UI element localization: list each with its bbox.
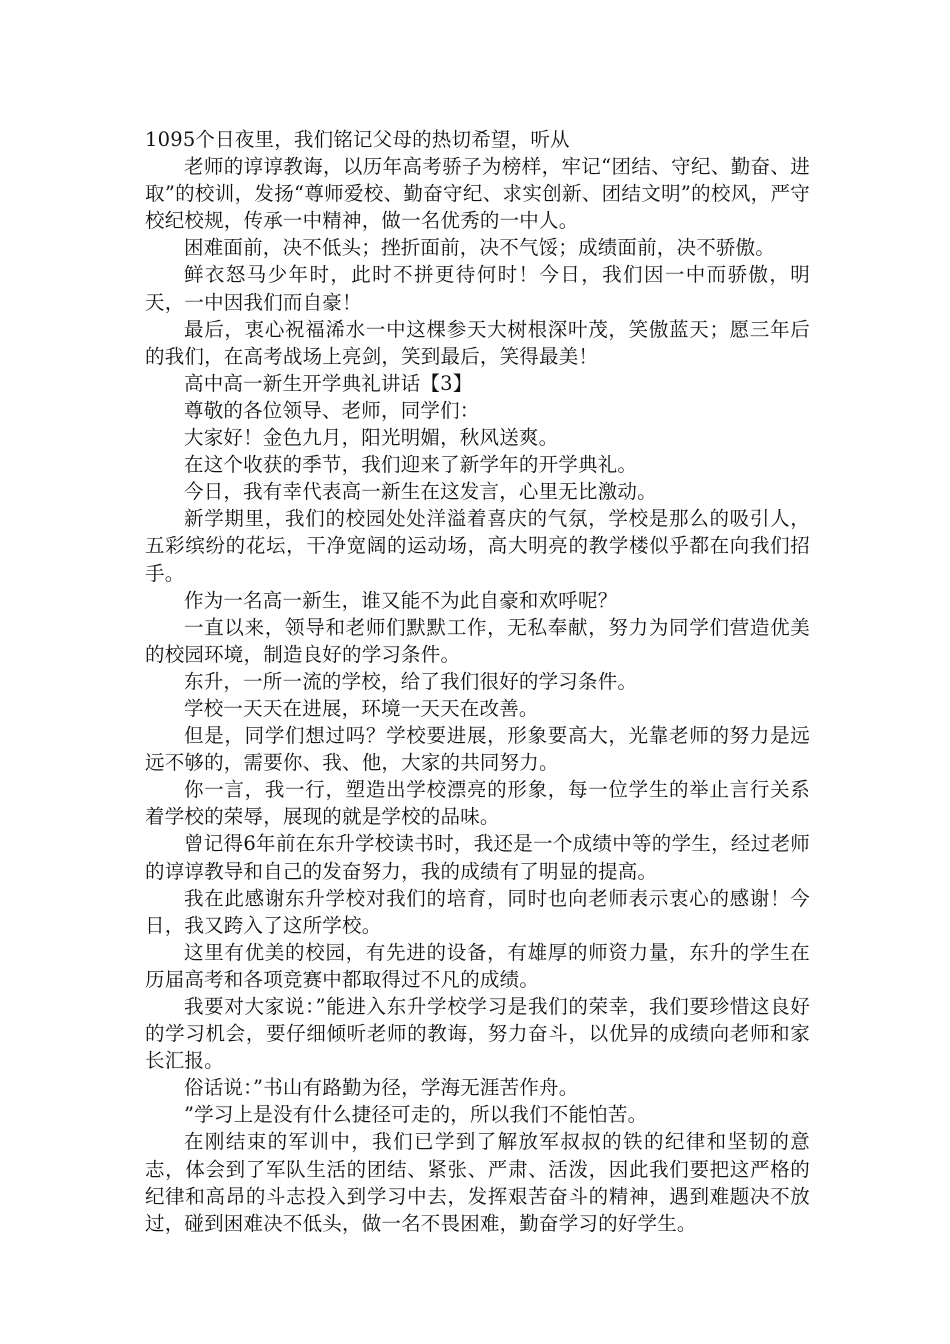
paragraph: 作为一名高一新生，谁又能不为此自豪和欢呼呢？ [184, 588, 618, 612]
paragraph: 1095个日夜里，我们铭记父母的热切希望，听从 [145, 128, 570, 151]
paragraph: 新学期里，我们的校园处处洋溢着喜庆的气氛，学校是那么的吸引人，五彩缤纷的花坛，干净宽阔的运动场，高大明亮的教学楼似乎都在向我们招手。 [145, 507, 810, 585]
paragraph: 在刚结束的军训中，我们已学到了解放军叔叔的铁的纪律和坚韧的意志，体会到了军队生活的团结、紧张、严肃、活泼，因此我们要把这严格的纪律和高昂的斗志投入到学习中去，发挥艰苦奋斗的精神，遇到难题决不放过，碰到困难决不低头，做一名不畏困难，勤奋学习的好学生。 [145, 1130, 810, 1235]
paragraph: 你一言，我一行，塑造出学校漂亮的形象，每一位学生的举止言行关系着学校的荣辱，展现的就是学校的品味。 [145, 778, 810, 829]
paragraph: 在这个收获的季节，我们迎来了新学年的开学典礼。 [184, 453, 638, 477]
paragraph: 我要对大家说：”能进入东升学校学习是我们的荣幸，我们要珍惜这良好的学习机会，要仔细倾听老师的教诲，努力奋斗，以优异的成绩向老师和家长汇报。 [145, 995, 810, 1073]
paragraph: 曾记得6年前在东升学校读书时，我还是一个成绩中等的学生，经过老师的谆谆教导和自己的发奋努力，我的成绩有了明显的提高。 [145, 832, 810, 883]
paragraph: 但是，同学们想过吗？学校要进展，形象要高大，光靠老师的努力是远远不够的，需要你、我、他，大家的共同努力。 [145, 724, 810, 775]
paragraph: 俗话说：”书山有路勤为径，学海无涯苦作舟。 [184, 1076, 579, 1100]
paragraph: 老师的谆谆教诲，以历年高考骄子为榜样，牢记“团结、守纪、勤奋、进取”的校训，发扬“尊师爱校、勤奋守纪、求实创新、团结文明”的校风，严守校纪校规，传承一中精神，做一名优秀的一中人。 [145, 155, 810, 233]
paragraph: 这里有优美的校园，有先进的设备，有雄厚的师资力量，东升的学生在历届高考和各项竞赛中都取得过不凡的成绩。 [145, 940, 810, 991]
paragraph: 困难面前，决不低头；挫折面前，决不气馁；成绩面前，决不骄傲。 [184, 236, 776, 260]
document-body [145, 126, 810, 1237]
section-heading: 高中高一新生开学典礼讲话【3】 [184, 371, 473, 395]
paragraph: 今日，我有幸代表高一新生在这发言，心里无比激动。 [184, 480, 657, 504]
salutation: 尊敬的各位领导、老师，同学们： [184, 398, 480, 422]
paragraph: 最后，衷心祝福浠水一中这棵参天大树根深叶茂，笑傲蓝天；愿三年后的我们，在高考战场上亮剑，笑到最后，笑得最美！ [145, 317, 810, 368]
paragraph: 学校一天天在进展，环境一天天在改善。 [184, 696, 539, 720]
paragraph: 大家好！金色九月，阳光明媚，秋风送爽。 [184, 426, 559, 450]
paragraph: 一直以来，领导和老师们默默工作，无私奉献，努力为同学们营造优美的校园环境，制造良好的学习条件。 [145, 615, 810, 666]
paragraph: ”学习上是没有什么捷径可走的，所以我们不能怕苦。 [184, 1103, 648, 1127]
paragraph: 我在此感谢东升学校对我们的培育，同时也向老师表示衷心的感谢！今日，我又跨入了这所学校。 [145, 886, 810, 937]
paragraph: 鲜衣怒马少年时，此时不拼更待何时！今日，我们因一中而骄傲，明天，一中因我们而自豪！ [145, 263, 810, 314]
paragraph: 东升，一所一流的学校，给了我们很好的学习条件。 [184, 669, 638, 693]
